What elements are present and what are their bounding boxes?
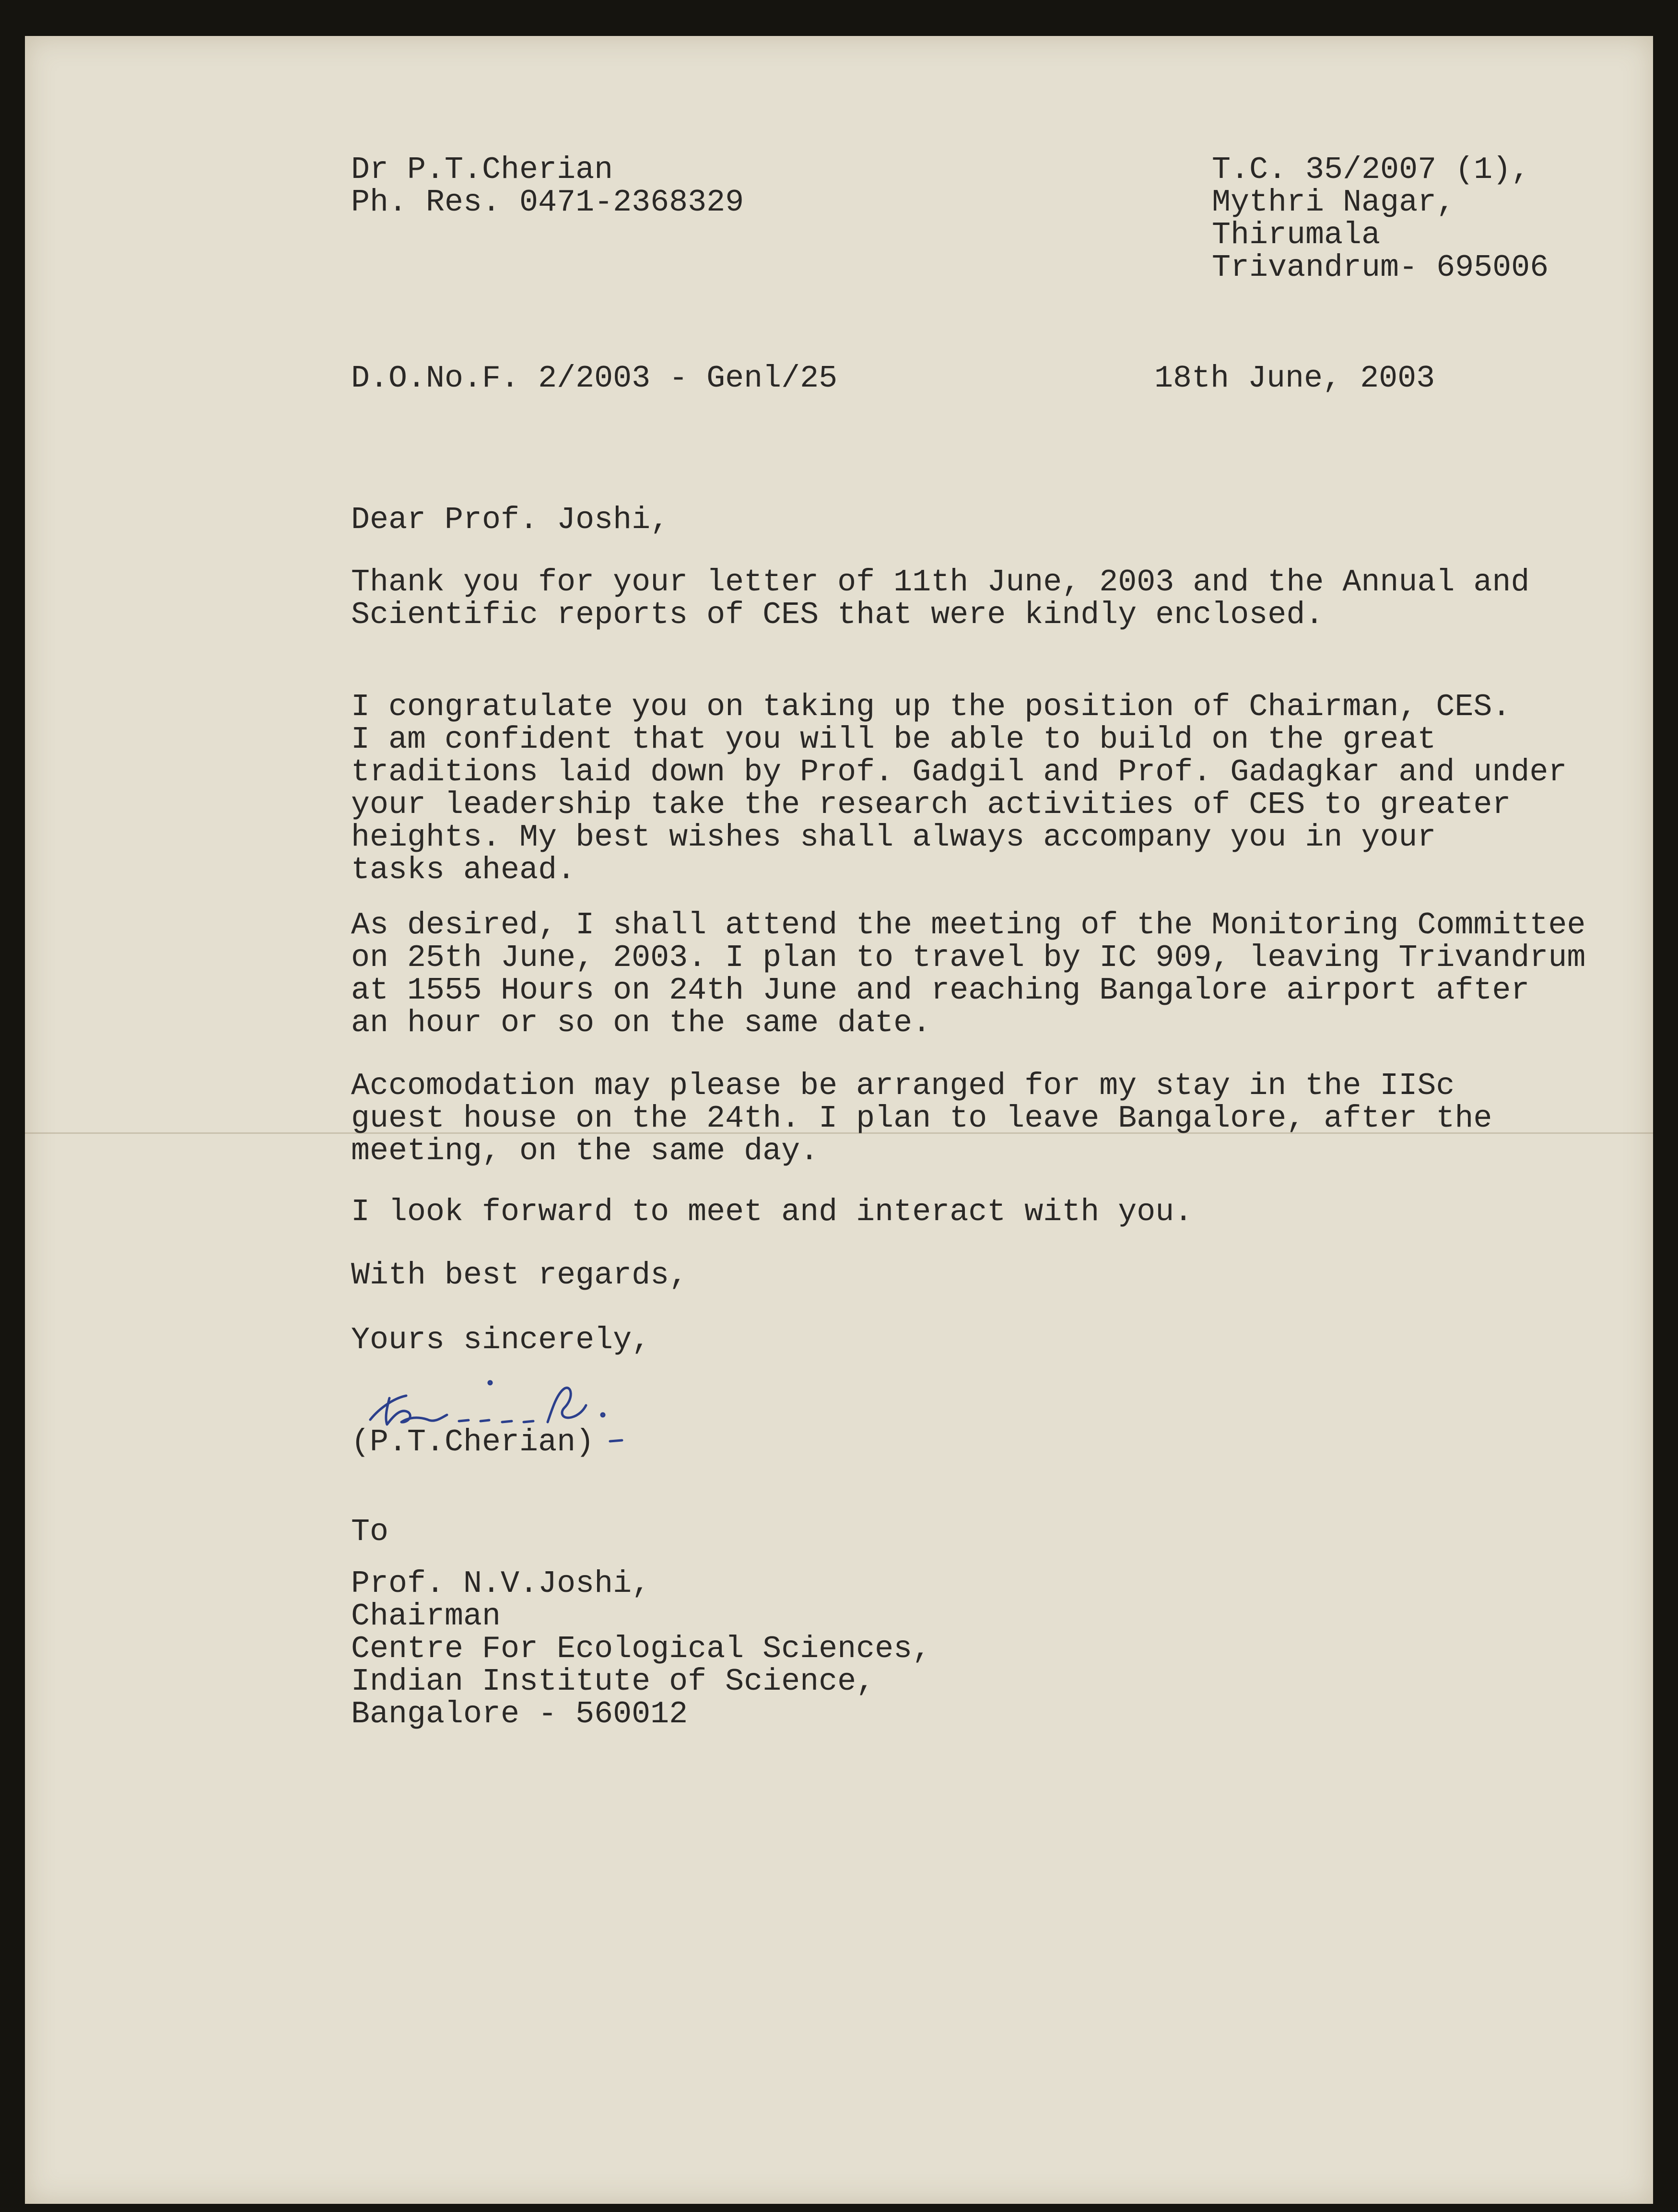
paragraph <box>351 1070 1492 1167</box>
body-line: Scientific reports of CES that were kindly enclosed. <box>351 597 1324 633</box>
recipient-line: Centre For Ecological Sciences, <box>351 1631 931 1667</box>
body-line: at 1555 Hours on 24th June and reaching Bangalore airport after <box>351 973 1530 1008</box>
body-line: an hour or so on the same date. <box>351 1005 931 1041</box>
sender-phone: Ph. Res. 0471-2368329 <box>351 185 744 220</box>
sender-block <box>351 153 744 219</box>
body-line: meeting, on the same day. <box>351 1133 819 1169</box>
paragraph <box>351 1196 1193 1228</box>
sender-address <box>1212 153 1549 284</box>
recipient-line: Bangalore - 560012 <box>351 1696 688 1732</box>
body-line: traditions laid down by Prof. Gadgil and Prof. Gadagkar and under <box>351 754 1567 790</box>
address-line: T.C. 35/2007 (1), <box>1212 152 1530 188</box>
body-line: I look forward to meet and interact with you. <box>351 1194 1193 1230</box>
body-line: tasks ahead. <box>351 852 576 888</box>
paragraph <box>351 909 1585 1039</box>
signed-name: (P.T.Cherian) <box>351 1424 595 1460</box>
recipient-line: Prof. N.V.Joshi, <box>351 1566 651 1601</box>
body-line: Thank you for your letter of 11th June, 2003 and the Annual and <box>351 565 1530 600</box>
body-line: your leadership take the research activities of CES to greater <box>351 787 1511 823</box>
letter-date: 18th June, 2003 <box>1154 361 1435 396</box>
salutation: Dear Prof. Joshi, <box>351 502 669 538</box>
body-line: As desired, I shall attend the meeting of the Monitoring Committee <box>351 907 1586 943</box>
sender-name: Dr P.T.Cherian <box>351 152 613 188</box>
body-line: I congratulate you on taking up the position of Chairman, CES. <box>351 689 1511 725</box>
closing-sincerely: Yours sincerely, <box>351 1322 651 1358</box>
address-line: Trivandrum- 695006 <box>1212 250 1549 285</box>
recipient-line: Indian Institute of Science, <box>351 1664 875 1699</box>
paragraph <box>351 566 1529 631</box>
address-line: Mythri Nagar, <box>1212 185 1455 220</box>
body-line: guest house on the 24th. I plan to leave Bangalore, after the <box>351 1101 1492 1136</box>
reference-number: D.O.No.F. 2/2003 - Genl/25 <box>351 361 838 396</box>
body-line: heights. My best wishes shall always accompany you in your <box>351 820 1436 855</box>
body-line: on 25th June, 2003. I plan to travel by IC 909, leaving Trivandrum <box>351 940 1586 976</box>
body-line: I am confident that you will be able to build on the great <box>351 722 1436 757</box>
to-label: To <box>351 1514 389 1550</box>
body-line: Accomodation may please be arranged for my stay in the IISc <box>351 1068 1455 1104</box>
paragraph <box>351 691 1567 886</box>
letter-page <box>25 36 1653 2204</box>
closing-regards: With best regards, <box>351 1258 688 1293</box>
address-line: Thirumala <box>1212 217 1381 253</box>
recipient-line: Chairman <box>351 1599 501 1634</box>
recipient-address <box>351 1567 931 1730</box>
